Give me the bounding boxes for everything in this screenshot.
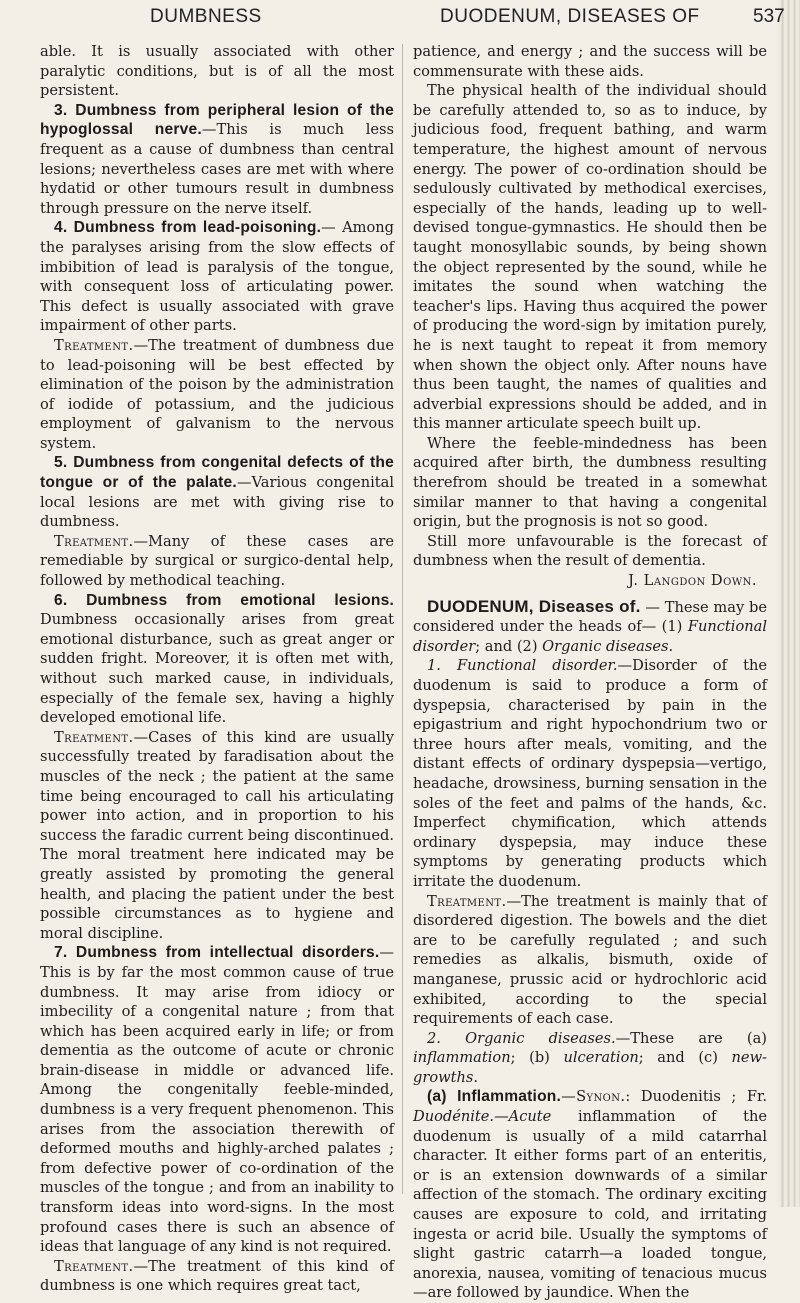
text: —This is by far the most common cause of true dumbness. It may arise from idiocy or imbecility of a congenital nature ; from that which has been acquired early in life; or from dementia as the outcome of acute or chronic brain-disease in middle or advanced life. Among the congenitally feeble-minded, dumbness is a very frequent phenomenon. This arises from the association therewith of deformed mouths and highly-arched palates ; from defective power of co-ordination of the muscles of the tongue ; and from an inability to transform ideas into word-signs. In the most profound cases there is such an absence of ideas that language of any kind is not required.	[40, 944, 394, 1256]
italic-term: new-growths	[413, 1049, 767, 1086]
page-number: 537	[753, 6, 785, 27]
text: Still more unfavourable is the forecast of dumbness when the result of dementia.	[413, 532, 767, 570]
text: — These may be considered under the heads of— (1)	[413, 598, 767, 636]
treatment-label: Treatment.	[54, 728, 134, 746]
text: .	[668, 637, 674, 655]
treatment-paragraph	[40, 728, 394, 944]
text: The physical health of the individual should be carefully attended to, so as to induce, by judicious food, frequent bathing, and warm temperature, the highest amount of nervous energy. The power of co-ordination should be sedulously cultivated by methodical exercises, especially of the hands, leading up to well-devised tongue-gymnastics. He should then be taught monosyllabic sounds, by being shown the object represented by the sound, while he imitates the sound when watching the teacher's lips. Having thus acquired the power of producing the word-sign by imitation purely, he is next taught to repeat it from memory when shown the object only. After nouns have thus been taught, the names of qualities and adverbial expressions should be added, and in this manner articulate speech built up.	[413, 82, 767, 433]
section-heading: 3. Dumbness from peripheral lesion of the hypoglossal nerve.	[40, 101, 394, 139]
section-heading: 4. Dumbness from lead-poisoning.	[54, 219, 322, 237]
treatment-paragraph	[40, 336, 394, 454]
treatment-label: Treatment.	[427, 892, 507, 910]
section-paragraph	[40, 943, 394, 1257]
text: ; and (c)	[638, 1049, 732, 1067]
section-heading: 7. Dumbness from intellectual disorders.	[54, 944, 380, 962]
text: —Disorder of the duodenum is said to produce a form of dyspepsia, characterised by pain in the epigastrium and right hypochondrium two or three hours after meals, vomiting, and the distant effects of ordinary dyspepsia—vertigo, headache, drowsiness, burning sensation in the soles of the feet and palms of the hands, &c. Imperfect chymification, which attends ordinary dyspepsia, may induce these symptoms by generating products which irritate the duodenum.	[413, 657, 767, 890]
treatment-label: Treatment.	[54, 336, 134, 354]
treatment-label: Treatment.	[54, 532, 134, 550]
text: ; (b)	[510, 1049, 564, 1067]
text: ; and (2)	[475, 637, 543, 655]
running-head-right: DUODENUM, DISEASES OF	[440, 6, 700, 27]
treatment-paragraph	[413, 892, 767, 1029]
article-intro	[413, 597, 767, 657]
section-heading: (a) Inflammation.	[427, 1088, 562, 1106]
section-paragraph	[413, 656, 767, 891]
text: Dumbness occasionally arises from great emotional disturbance, such as great anger or sudden fright. Moreover, it is often met with, without such marked cause, in individuals, especially of the female sex, having a highly developed emotional life.	[40, 611, 394, 727]
section-paragraph	[40, 591, 394, 728]
paragraph	[413, 434, 767, 532]
section-heading: 6. Dumbness from emotional lesions.	[54, 591, 394, 609]
text: —This is much less frequent as a cause of dumbness than central lesions; nevertheless cases are met with where hydatid or other tumours result in dumbness through pressure on the nerve itself.	[40, 121, 394, 217]
section-paragraph	[40, 453, 394, 531]
treatment-paragraph	[40, 1257, 394, 1296]
subsection-heading: 2. Organic diseases.	[427, 1029, 616, 1047]
section-paragraph	[413, 1029, 767, 1088]
text: .	[473, 1068, 478, 1086]
left-column	[40, 42, 394, 1295]
section-paragraph	[40, 218, 394, 336]
paragraph	[413, 42, 767, 81]
text: —The treatment is mainly that of disordered digestion. The bowels and the diet are to be carefully regulated ; and such remedies as alkalis, bismuth, oxide of manganese, prussic acid or hydrochloric acid exhibited, according to the special requirements of each case.	[413, 892, 767, 1028]
synonym-label: —Synon.	[561, 1088, 626, 1106]
paragraph	[413, 81, 767, 434]
text: —The treatment of dumbness due to lead-poisoning will be best effected by elimination of the poison by the administration of iodide of potassium, and the judicious employment of galvanism to the nervous system.	[40, 336, 394, 452]
article-heading: DUODENUM, Diseases of.	[427, 596, 641, 616]
italic-term: —Acute	[494, 1108, 552, 1126]
text: —Cases of this kind are usually successfully treated by faradisation about the muscles of the neck ; the patient at the same time being encouraged to call his articulating power into action, and in proportion to his success the faradic current being discontinued. The moral treatment here indicated may be greatly assisted by promoting the general health, and placing the patient under the best possible circumstances as to hygiene and moral discipline.	[40, 728, 394, 942]
italic-term: inflammation	[413, 1049, 511, 1067]
italic-term: Functional disorder	[413, 618, 767, 655]
section-paragraph	[40, 101, 394, 219]
treatment-label: Treatment.	[54, 1257, 134, 1275]
text: —Many of these cases are remediable by surgical or surgico-dental help, followed by methodical teaching.	[40, 532, 394, 590]
text: —The treatment of this kind of dumbness is one which requires great tact,	[40, 1257, 394, 1295]
page-edge-shadow	[778, 0, 800, 1207]
italic-term: ulceration	[563, 1049, 639, 1067]
column-divider	[402, 44, 403, 1194]
treatment-paragraph	[40, 532, 394, 591]
paragraph	[413, 532, 767, 571]
text: Where the feeble-mindedness has been acquired after birth, the dumbness resulting therefrom should be treated in a somewhat similar manner to that having a congenital origin, but the prognosis is not so good.	[413, 434, 767, 531]
text: inflammation of the duodenum is usually of a mild catarrhal character. It either forms part of an enteritis, or is an extension downwards of a similar affection of the stomach. The ordinary exciting causes are exposure to cold, and irritating ingesta or acrid bile. Usually the symptoms of slight gastric catarrh—a loaded tongue, anorexia, nausea, vomiting of tenacious mucus —are followed by jaundice. When the	[413, 1108, 767, 1302]
section-heading: 5. Dumbness from congenital defects of the tongue or of the palate.	[40, 454, 394, 492]
right-column	[413, 42, 767, 1302]
text: — Among the paralyses arising from the slow effects of imbibition of lead is paralysis of the tongue, with consequent loss of articulating power. This defect is usually associated with grave impairment of other parts.	[40, 219, 394, 335]
text: able. It is usually associated with other paralytic conditions, but is of all the most persistent.	[40, 43, 394, 100]
paragraph	[40, 42, 394, 101]
text: patience, and energy ; and the success will be commensurate with these aids.	[413, 43, 767, 80]
text: —Various congenital local lesions are met with giving rise to dumbness.	[40, 474, 394, 531]
running-head-left: DUMBNESS	[150, 6, 262, 27]
italic-term: Organic diseases	[542, 637, 669, 655]
subsection-heading: 1. Functional disorder.	[427, 657, 618, 675]
text: : Duodenitis ; Fr.	[625, 1088, 767, 1106]
section-paragraph	[413, 1087, 767, 1303]
text: —These are (a)	[615, 1029, 767, 1047]
italic-term: Duodénite.	[413, 1108, 495, 1126]
author-signature: J. Langdon Down.	[628, 572, 757, 590]
